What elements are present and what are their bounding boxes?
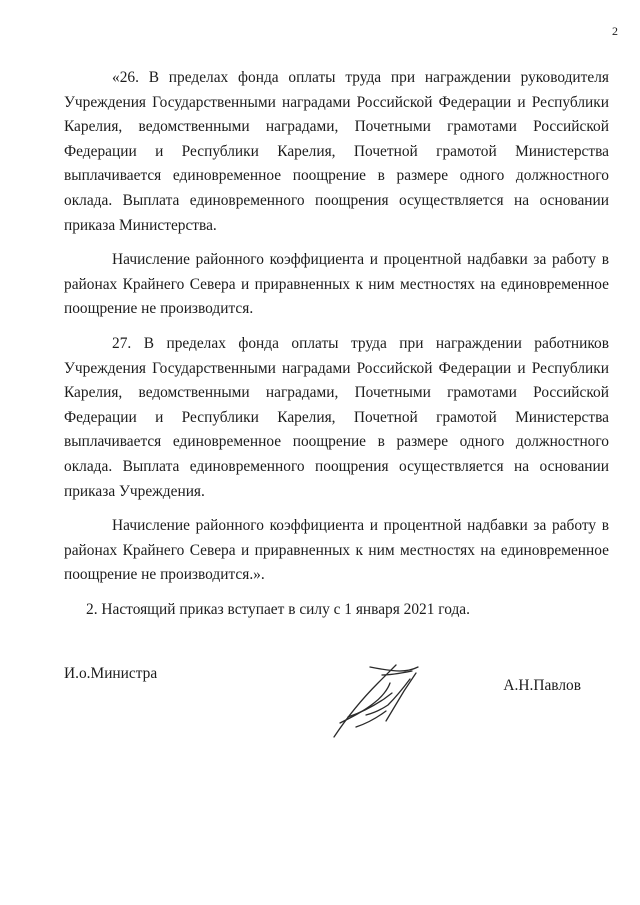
paragraph-27-note: Начисление районного коэффициента и процентной надбавки за работу в районах Крайнего Севера и приравненных к ним местностях на единовременное поощрение не производится.». (64, 517, 609, 584)
signatory-position: И.о.Министра (64, 665, 158, 682)
signatory-name: А.Н.Павлов (503, 677, 581, 694)
handwritten-signature (326, 657, 426, 741)
paragraph-effective-date: 2. Настоящий приказ вступает в силу с 1 января 2021 года. (86, 600, 470, 618)
paragraph-26: «26. В пределах фонда оплаты труда при награждении руководителя Учреждения Государственными наградами Российской Федерации и Республики Карелия, ведомственными наградами, Почетными грамотами Российской Федерации и Республики Карелия, Почетной грамотой Министерства выплачивается единовременное поощрение в размере одного должностного оклада. Выплата единовременного поощрения осуществляется на основании приказа Министерства. (64, 69, 609, 234)
page-number: 2 (612, 24, 618, 38)
paragraph-26-note: Начисление районного коэффициента и процентной надбавки за работу в районах Крайнего Севера и приравненных к ним местностях на единовременное поощрение не производится. (64, 251, 609, 318)
document-body (64, 66, 609, 632)
signature-block (64, 665, 609, 735)
paragraph-27: 27. В пределах фонда оплаты труда при награждении работников Учреждения Государственными наградами Российской Федерации и Республики Карелия, ведомственными наградами, Почетными грамотами Российской Федерации и Республики Карелия, Почетной грамотой Министерства выплачивается единовременное поощрение в размере одного должностного оклада. Выплата единовременного поощрения осуществляется на основании приказа Учреждения. (64, 334, 609, 500)
